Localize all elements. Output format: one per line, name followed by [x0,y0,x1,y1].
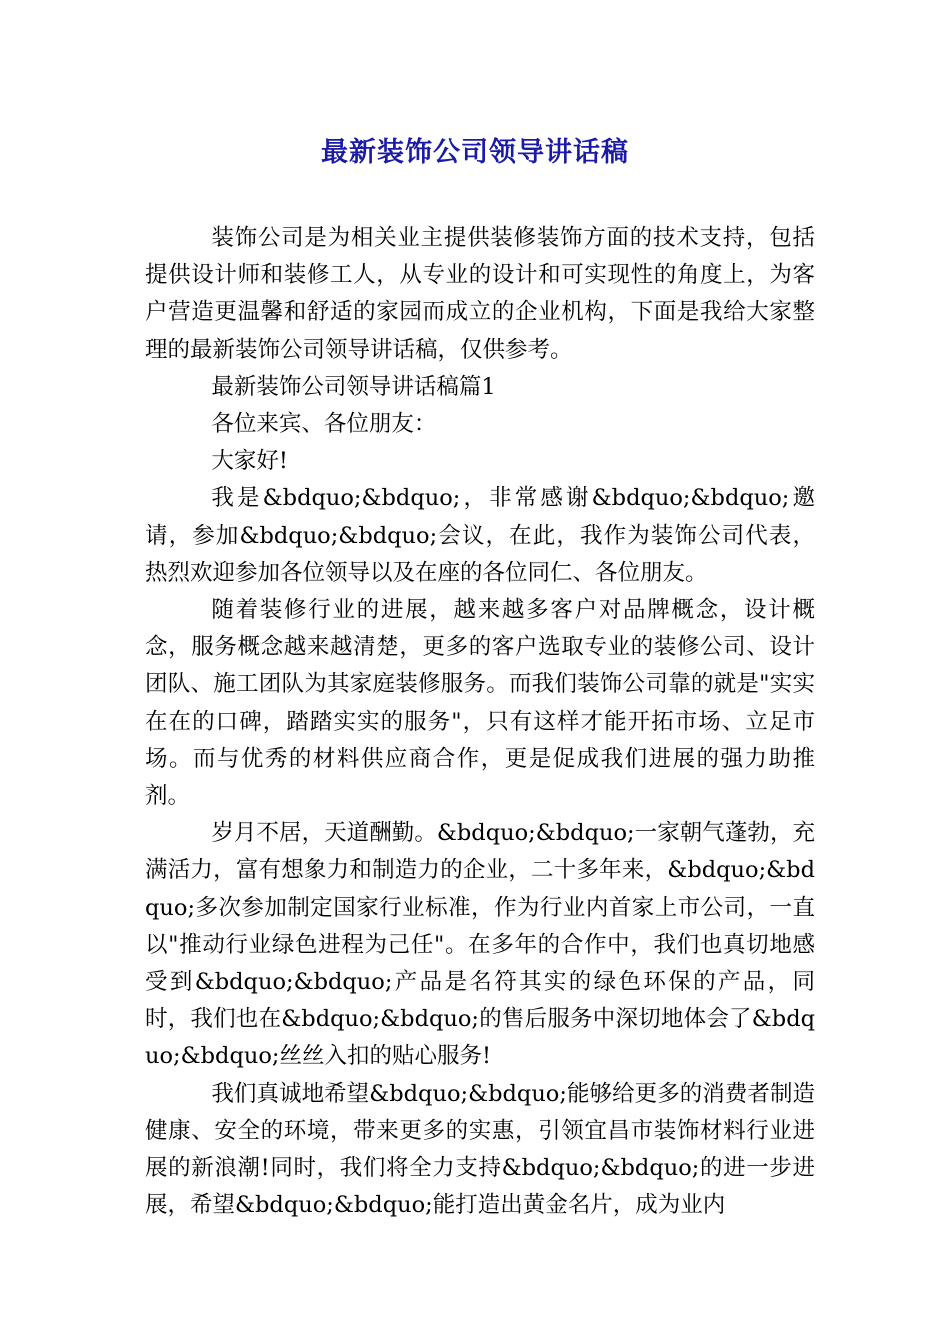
paragraph-salutation: 各位来宾、各位朋友： [211,411,437,438]
paragraph-industry: 随着装修行业的进展，越来越多客户对品牌概念，设计概念，服务概念越来越清楚，更多的客户选取专业的装修公司、设计团队、施工团队为其家庭装修服务。而我们装饰公司靠的就是"实实在在的口碑，踏踏实实的服务"，只有这样才能开拓市场、立足市场。而与优秀的材料供应商合作，更是促成我们进展的强力助推剂。 [145,597,815,810]
paragraph-welcome: 我是&bdquo;&bdquo;，非常感谢&bdquo;&bdquo;邀请，参加&bdquo;&bdquo;会议，在此，我作为装饰公司代表，热烈欢迎参加各位领导以及在座的各位同仁、各位朋友。 [145,485,815,586]
document-title: 最新装饰公司领导讲话稿 [321,137,629,168]
paragraph-partner: 岁月不居，天道酬勤。&bdquo;&bdquo;一家朝气蓬勃，充满活力，富有想象力和制造力的企业，二十多年来，&bdquo;&bdquo;多次参加制定国家行业标准，作为行业内首家上市公司，一直以"推动行业绿色进程为己任"。在多年的合作中，我们也真切地感受到&bdquo;&bdquo;产品是名符其实的绿色环保的产品，同时，我们也在&bdquo;&bdquo;的售后服务中深切地体会了&bdquo;&bdquo;丝丝入扣的贴心服务! [145,820,815,1070]
paragraph-section-heading: 最新装饰公司领导讲话稿篇1 [211,373,496,400]
paragraph-greeting: 大家好! [211,448,288,475]
paragraph-hope: 我们真诚地希望&bdquo;&bdquo;能够给更多的消费者制造健康、安全的环境，带来更多的实惠，引领宜昌市装饰材料行业进展的新浪潮!同时，我们将全力支持&bdquo;&bdquo;的进一步进展，希望&bdquo;&bdquo;能打造出黄金名片，成为业内 [145,1080,815,1219]
document-body [145,220,815,1224]
paragraph-intro: 装饰公司是为相关业主提供装修装饰方面的技术支持，包括提供设计师和装修工人，从专业的设计和可实现性的角度上，为客户营造更温馨和舒适的家园而成立的企业机构，下面是我给大家整理的最新装饰公司领导讲话稿，仅供参考。 [145,225,815,363]
